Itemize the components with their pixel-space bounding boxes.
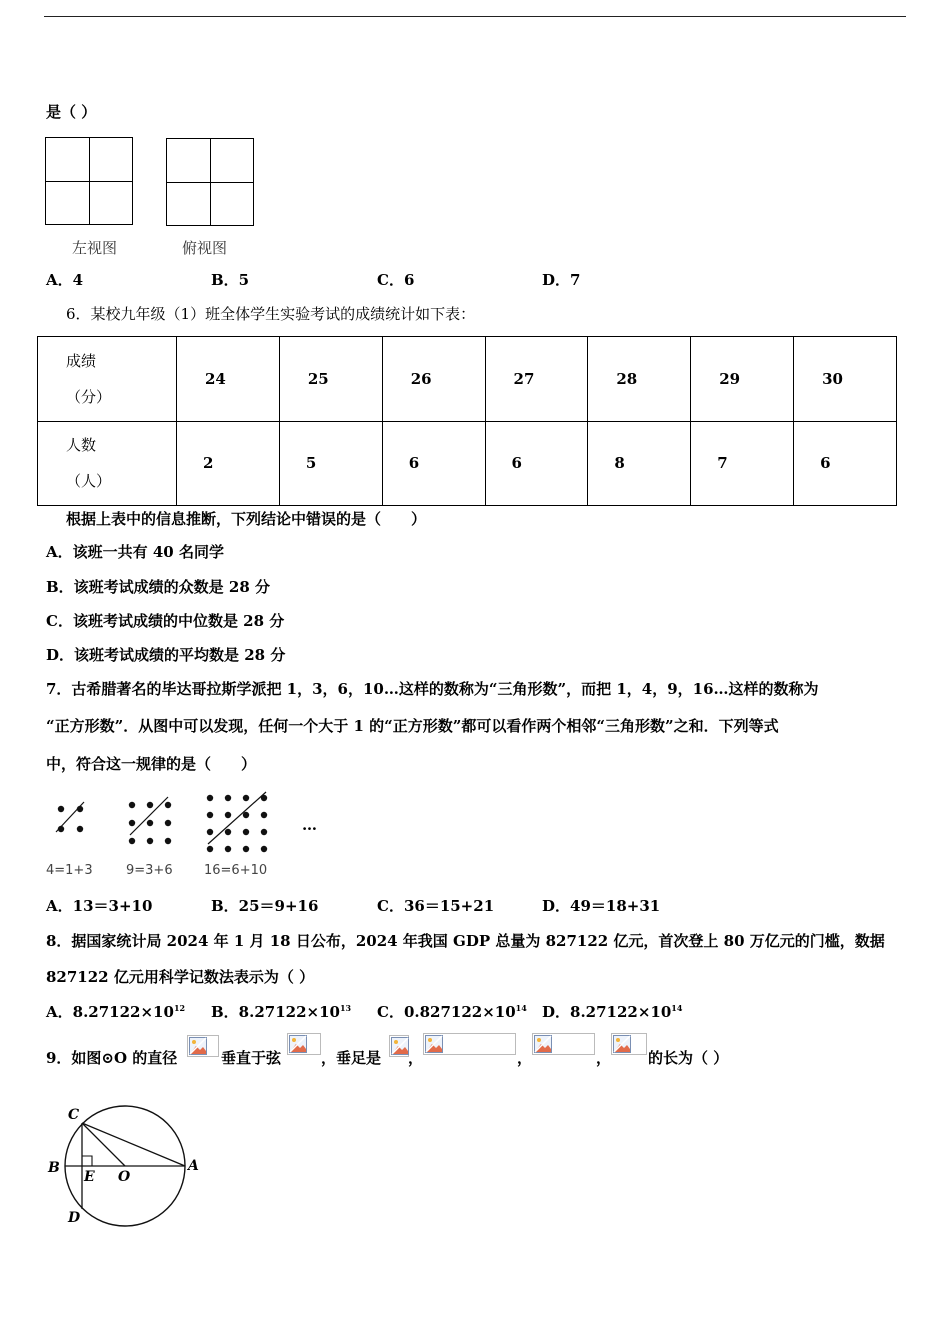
dots-4x4 bbox=[207, 792, 267, 852]
q8-option-a bbox=[46, 1002, 185, 1022]
left-view-label: 左视图 bbox=[72, 239, 118, 257]
score-header-cell bbox=[38, 337, 177, 422]
q8-option-a-base: A．8.27122×10 bbox=[46, 1003, 174, 1021]
score-cell: 28 bbox=[588, 337, 691, 422]
q8-option-b-base: B．8.27122×10 bbox=[211, 1003, 340, 1021]
segment-ca bbox=[82, 1123, 185, 1166]
figure-label-9: 9=3+6 bbox=[126, 863, 173, 878]
point-label-d: D bbox=[68, 1210, 81, 1226]
dots-3x3 bbox=[129, 797, 171, 844]
count-cell: 2 bbox=[177, 421, 280, 506]
point-label-b: B bbox=[48, 1160, 60, 1176]
q6-question: 根据上表中的信息推断，下列结论中错误的是（ ） bbox=[66, 510, 427, 528]
point-label-c: C bbox=[68, 1107, 80, 1123]
count-cell: 7 bbox=[691, 421, 794, 506]
q6-option-d: D．该班考试成绩的平均数是 28 分 bbox=[46, 646, 286, 664]
point-label-a: A bbox=[188, 1158, 199, 1174]
figure-label-4: 4=1+3 bbox=[46, 863, 93, 878]
q9-comma: ， bbox=[596, 1049, 612, 1067]
q5-option-c: C．6 bbox=[377, 271, 415, 289]
score-header-line2: （分） bbox=[66, 387, 112, 406]
score-header-line1: 成绩 bbox=[66, 351, 97, 370]
q6-option-b: B．该班考试成绩的众数是 28 分 bbox=[46, 578, 270, 596]
missing-formula-image bbox=[287, 1033, 321, 1055]
q7-option-c: C．36＝15+21 bbox=[377, 897, 495, 915]
q7-line3: 中，符合这一规律的是（ ） bbox=[46, 755, 257, 773]
q8-option-a-exp: 12 bbox=[173, 1003, 186, 1013]
count-header-cell bbox=[38, 421, 177, 506]
q9-stem-tail: 的长为（ ） bbox=[648, 1049, 729, 1067]
count-cell: 6 bbox=[485, 421, 588, 506]
q6-option-a: A．该班一共有 40 名同学 bbox=[46, 543, 224, 561]
q5-stem-tail: 是（ ） bbox=[46, 103, 97, 121]
q7-option-b: B．25＝9+16 bbox=[211, 897, 319, 915]
missing-formula-image bbox=[423, 1033, 516, 1055]
q9-stem-part3: ，垂足是 bbox=[321, 1049, 382, 1067]
missing-formula-image bbox=[611, 1033, 647, 1055]
q8-option-b bbox=[211, 1002, 351, 1022]
q8-option-d-exp: 14 bbox=[671, 1003, 683, 1013]
q6-option-c: C．该班考试成绩的中位数是 28 分 bbox=[46, 612, 285, 630]
q8-option-b-exp: 13 bbox=[339, 1003, 352, 1013]
q8-option-d-base: D．8.27122×10 bbox=[542, 1003, 672, 1021]
q8-line1: 8．据国家统计局 2024 年 1 月 18 日公布，2024 年我国 GDP 总量为 827122 亿元，首次登上 80 万亿元的门槛，数据 bbox=[46, 932, 885, 950]
q5-option-a: A．4 bbox=[46, 271, 84, 289]
missing-formula-image bbox=[532, 1033, 595, 1055]
score-cell: 27 bbox=[485, 337, 588, 422]
broken-image-icon bbox=[289, 1035, 307, 1053]
figure-ellipsis: … bbox=[302, 816, 317, 834]
table-row bbox=[38, 421, 897, 506]
dots-2x2 bbox=[56, 802, 84, 832]
count-cell: 5 bbox=[279, 421, 382, 506]
point-label-o: O bbox=[118, 1169, 131, 1185]
score-cell: 26 bbox=[382, 337, 485, 422]
q9-stem-part2: 垂直于弦 bbox=[221, 1049, 282, 1067]
left-view-figure bbox=[45, 137, 133, 225]
q9-stem-part1: 9．如图⊙O 的直径 bbox=[46, 1049, 178, 1067]
count-header-line1: 人数 bbox=[66, 436, 97, 455]
q8-option-d bbox=[542, 1002, 682, 1022]
q8-option-c-exp: 14 bbox=[515, 1003, 527, 1013]
score-cell: 29 bbox=[691, 337, 794, 422]
score-cell: 24 bbox=[177, 337, 280, 422]
q5-option-b: B．5 bbox=[211, 271, 250, 289]
missing-formula-image bbox=[389, 1035, 409, 1057]
segment-co bbox=[82, 1123, 125, 1166]
count-cell: 6 bbox=[382, 421, 485, 506]
q5-option-d: D．7 bbox=[542, 271, 581, 289]
q7-line2: “正方形数”．从图中可以发现，任何一个大于 1 的“正方形数”都可以看作两个相邻“三角形数”之和．下列等式 bbox=[46, 717, 779, 735]
page-top-rule bbox=[44, 16, 906, 17]
count-cell: 8 bbox=[588, 421, 691, 506]
q9-comma: ， bbox=[408, 1049, 424, 1067]
q8-option-c bbox=[377, 1002, 527, 1022]
q7-option-a: A．13＝3+10 bbox=[46, 897, 153, 915]
count-cell: 6 bbox=[794, 421, 897, 506]
right-angle-mark bbox=[82, 1156, 92, 1166]
circle-geometry-figure bbox=[44, 1098, 214, 1233]
broken-image-icon bbox=[613, 1035, 631, 1053]
score-cell: 25 bbox=[279, 337, 382, 422]
square-number-figure bbox=[44, 788, 334, 858]
top-view-figure bbox=[166, 138, 254, 226]
q6-stem: 6．某校九年级（1）班全体学生实验考试的成绩统计如下表： bbox=[66, 305, 476, 323]
q7-line1: 7．古希腊著名的毕达哥拉斯学派把 1，3，6，10…这样的数称为“三角形数”，而把 1，4，9，16…这样的数称为 bbox=[46, 680, 819, 698]
q8-option-c-base: C．0.827122×10 bbox=[377, 1003, 516, 1021]
missing-formula-image bbox=[187, 1035, 219, 1057]
broken-image-icon bbox=[189, 1037, 207, 1055]
score-table bbox=[37, 336, 897, 506]
count-header-line2: （人） bbox=[66, 472, 112, 491]
q9-comma: ， bbox=[517, 1049, 533, 1067]
broken-image-icon bbox=[534, 1035, 552, 1053]
score-cell: 30 bbox=[794, 337, 897, 422]
broken-image-icon bbox=[425, 1035, 443, 1053]
q8-line2: 827122 亿元用科学记数法表示为（ ） bbox=[46, 968, 315, 986]
point-label-e: E bbox=[84, 1169, 95, 1185]
broken-image-icon bbox=[391, 1037, 409, 1055]
figure-label-16: 16=6+10 bbox=[204, 863, 268, 878]
top-view-label: 俯视图 bbox=[182, 239, 228, 257]
table-row bbox=[38, 337, 897, 422]
q7-option-d: D．49＝18+31 bbox=[542, 897, 661, 915]
